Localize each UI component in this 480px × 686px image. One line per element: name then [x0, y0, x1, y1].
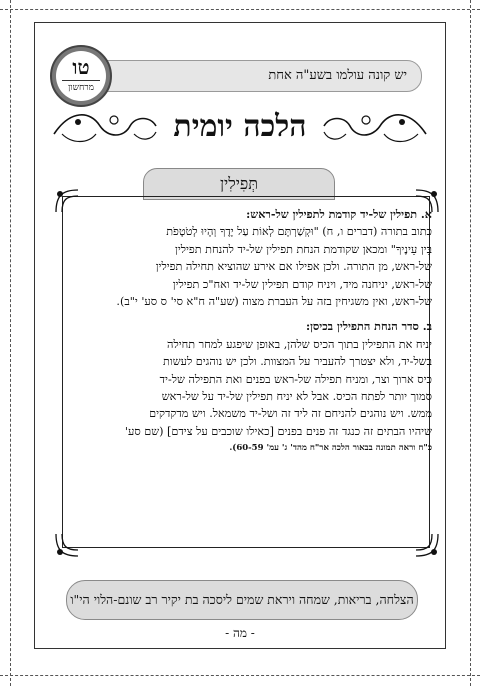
title-area: [50, 104, 430, 150]
cut-line-top: [0, 9, 480, 10]
page-number: - מה -: [225, 626, 255, 640]
paragraph-1-line: של-ראש, ואין משגיחין בזה על העברת מצוה (שע"ה ח"א סי' ס סע' י"ב).: [116, 295, 432, 309]
bottom-right-corner-ornament-icon: [412, 530, 442, 560]
date-badge-month: מרחשון: [62, 80, 100, 94]
paragraph-1-line: כתוב בתורה (דברים ו, ח) "וּקְשַׁרְתָּם לְאוֹת עַל יָדֶךָ וְהָיוּ לְטֹטָפֹת: [166, 225, 432, 239]
bottom-left-corner-ornament-icon: [52, 530, 82, 560]
date-badge: [50, 45, 112, 107]
date-badge-inner: [56, 51, 106, 101]
header-text: יש קונה עולמו בשע"ה אחת: [268, 68, 407, 83]
paragraph-2-line: סמוך יותר לפתח הכיס. אבל לא יניח תפילין של-יד על של-ראש: [161, 390, 432, 404]
page-title: הלכה יומית: [173, 109, 307, 144]
paragraph-2-line: שיהיו הבתים זה כנגד זה פנים בפנים [כאילו שוכבים על צידם] (שם סע': [124, 424, 432, 438]
paragraph-1-line: של-ראש, מן התורה. ולכן אפילו אם אירע שהוציא תחילה תפילין: [155, 260, 432, 274]
paragraph-1-line: בֵּין עֵינֶיךָ" ומכאן שקודמת הנחת תפילין של-יד להנחת תפילין: [174, 242, 432, 256]
paragraph-2-line: בשל-יד, ולא יצטרך להעביר על המצוות. ולכן יש נוהגים לעשות: [163, 355, 432, 369]
section-title: תְּפִילִין: [219, 174, 259, 193]
paragraph-2-line: כיס ארוך וצר, ומניח תפילה של-ראש בפנים ואת התפילה של-יד: [159, 372, 432, 386]
paragraph-2-heading: ב. סדר הנחת התפילין בכיסן:: [305, 319, 432, 334]
dedication-text: הצלחה, בריאות, שמחה ויראת שמים ליסכה בת יקיר רב שונם-הלוי הי"ו: [70, 592, 414, 607]
cut-line-left: [10, 0, 11, 686]
right-flourish-icon: [320, 104, 430, 150]
paragraph-gap: [84, 310, 432, 318]
top-left-corner-ornament-icon: [52, 186, 82, 216]
dedication-banner: [66, 580, 418, 620]
cut-line-bottom: [0, 675, 480, 676]
date-badge-day: טו: [72, 55, 90, 79]
paragraph-2-line: ממש. ויש נוהגים להניחם זה ליד זה ושל-יד משמאל. ויש מדקדקים: [149, 407, 432, 421]
paragraph-2-line: יניח את התפילין בתוך הכיס שלהן, באופן שיפגע למחר תחילה: [167, 337, 432, 351]
header-banner: [74, 60, 422, 92]
cut-line-right: [470, 0, 471, 686]
paragraph-1-heading: א. תפילין של-יד קודמת לתפילין של-ראש:: [246, 207, 432, 221]
paragraph-2-source: כ"ח וראה תמונה בבאור הלכה אר"ח מהד' ג' עמ' 60-59).: [229, 443, 432, 454]
paragraph-1-line: של-ראש, יניחנה מיד, ויניח קודם תפילין של-יד ואח"כ תפילין: [172, 277, 432, 291]
halacha-body: [84, 206, 432, 458]
